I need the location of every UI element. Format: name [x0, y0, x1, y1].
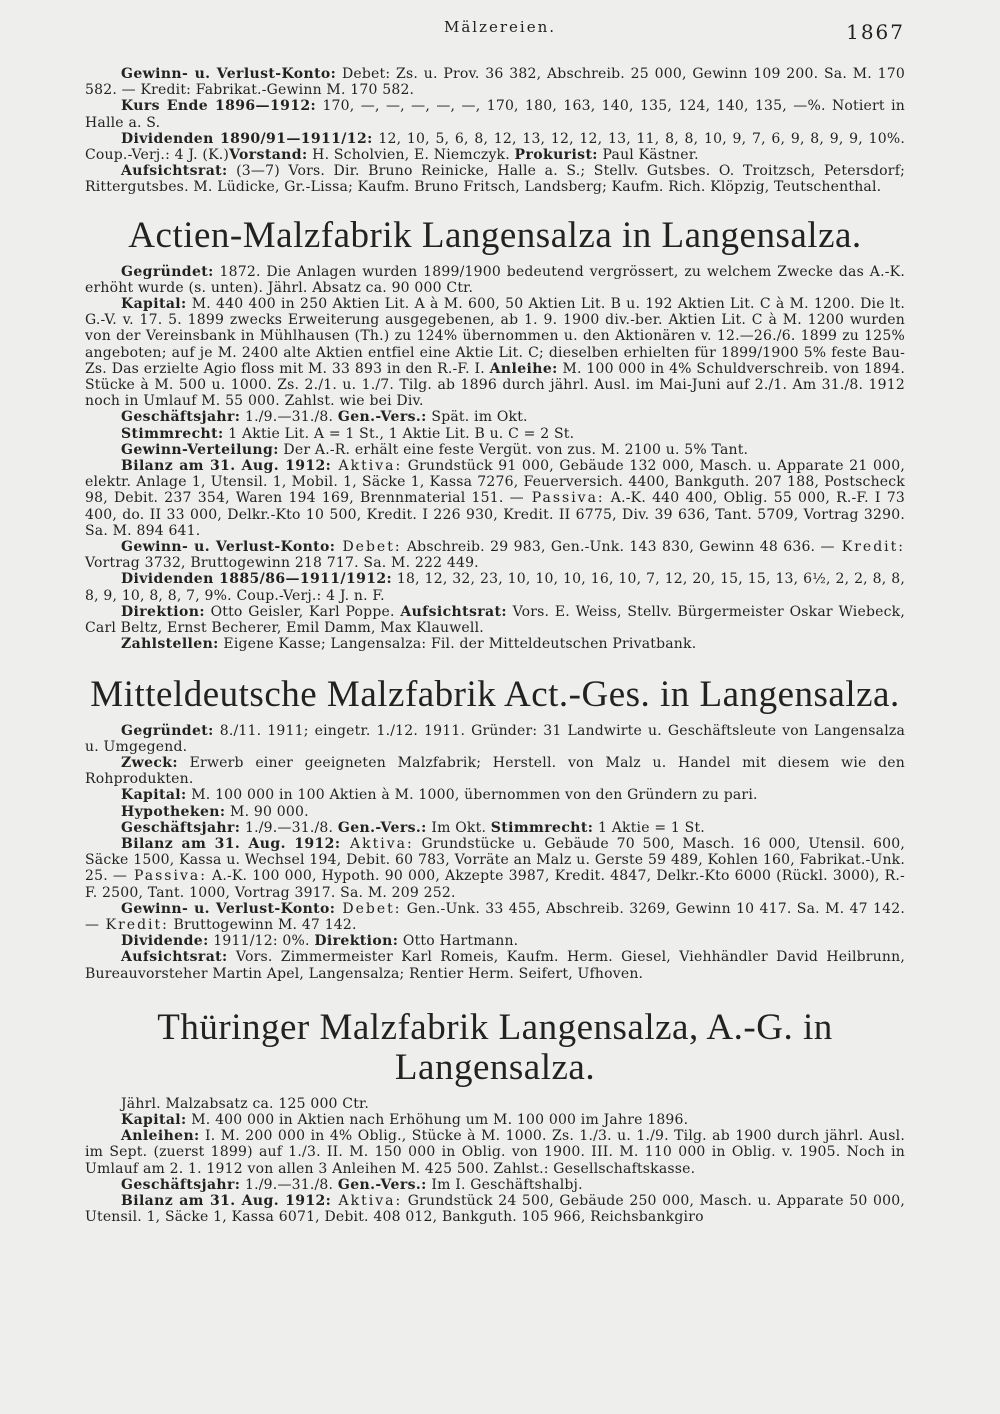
text: Im I. Geschäftshalbj. [426, 1176, 583, 1193]
text: Grundstücke u. Gebäude 70 500, Masch. 16 000, Utensil. 600, Säcke 1500, Kassa u. Wechsel 194, Debit. 60 783, Vorräte an Malz u. Gerste 59 489, Kohlen 160, Fabrikat.-Unk. 25. — [85, 835, 905, 885]
mortgages [85, 804, 905, 820]
text: Bruttogewinn M. 47 142. [168, 916, 357, 933]
text: 1911/12: 0%. [208, 933, 310, 950]
kredit-label: Kredit: [834, 539, 905, 556]
loans [85, 1128, 905, 1177]
label: Kapital: [121, 1111, 187, 1128]
text: 8./11. 1911; eingetr. 1./12. 1911. Gründer: 31 Landwirte u. Geschäftsleute von Langensalza u. Umgegend. [85, 722, 905, 755]
label: Bilanz am 31. Aug. 1912: [121, 458, 332, 475]
text: Grundstück 91 000, Gebäude 132 000, Masch. u. Apparate 21 000, elektr. Anlage 1, Utensil. 1, Mobil. 1, Säcke 1, Kassa 7276, Feuerversich. 4400, Bankguth. 207 188, Postscheck 98, Debit. 237 354, Waren 194 169, Brennmaterial 151. — [85, 458, 905, 507]
text: 1872. Die Anlagen wurden 1899/1900 bedeutend vergrössert, zu welchem Zwecke das A.-K. erhöht wurde (s. unten). Jährl. Absatz ca. 90 000 Ctr. [85, 263, 905, 296]
label: Kapital: [121, 296, 187, 313]
paying-agents [85, 636, 905, 652]
label: Stimmrecht: [490, 819, 594, 836]
prev-profit-loss [85, 66, 905, 98]
label: Gegründet: [121, 263, 214, 280]
balance-sheet [85, 1193, 905, 1225]
passiva-label: Passiva: [127, 868, 207, 885]
label: Geschäftsjahr: [121, 1176, 241, 1193]
label: Dividende: [121, 933, 209, 950]
text: I. M. 200 000 in 4% Oblig., Stücke à M. 1000. Zs. 1./3. u. 1./9. Tilg. ab 1900 durch jährl. Ausl. im Sept. (zuerst 1899) auf 1./3. II. M. 150 000 in Oblig. von 1900. III. M. 110 000 in Oblig. v. 1905. Noch in Umlauf am 2. 1. 1912 von allen 3 Anleihen M. 425 500. Zahlst.: Gesellschaftskasse. [85, 1128, 905, 1177]
label: Gewinn- u. Verlust-Konto: [121, 900, 336, 917]
capital [85, 1112, 905, 1128]
dividend [85, 933, 905, 949]
label: Geschäftsjahr: [121, 819, 241, 836]
aktiva-label: Aktiva: [331, 458, 403, 475]
page-number: 1867 [846, 20, 905, 44]
text: M. 90 000. [225, 803, 309, 820]
text: Spät. im Okt. [426, 409, 528, 426]
label: Kapital: [121, 787, 187, 804]
supervisory-board [85, 949, 905, 981]
prev-dividends [85, 131, 905, 163]
aktiva-label: Aktiva: [331, 1192, 403, 1209]
text: M. 400 000 in Aktien nach Erhöhung um M. 100 000 im Jahre 1896. [186, 1111, 689, 1128]
label: Anleihen: [121, 1128, 200, 1145]
label: Vorstand: [229, 147, 308, 164]
capital [85, 787, 905, 803]
text: 1./9.—31./8. [240, 409, 334, 426]
text: Eigene Kasse; Langensalza: Fil. der Mitteldeutschen Privatbank. [218, 636, 697, 653]
dividends [85, 571, 905, 603]
management [85, 604, 905, 636]
text: 170, —, —, —, —, —, 170, 180, 163, 140, 135, 124, 140, 135, —%. Notiert in Halle a. S. [85, 98, 905, 131]
text: M. 440 400 in 250 Aktien Lit. A à M. 600, 50 Aktien Lit. B u. 192 Aktien Lit. C à M. 1200. Die lt. G.-V. v. 17. 5. 1899 zwecks Erweiterung ausgegebenen, ab 1. 9. 1900 div.-ber. Aktien Lit. C à M. 1200 wurden von der Vereinsbank in Mühlhausen (Th.) zu 124% übernommen u. den Aktionären v. 12.—26./6. 1899 zu 125% angeboten; auf je M. 2400 alte Aktien entfiel eine Aktie Lit. C; dieselben erhielten für 1899/1900 5% feste Bau-Zs. Das erzielte Agio floss mit M. 33 893 in den R.-F. I. [85, 296, 905, 377]
text: Paul Kästner. [597, 147, 699, 164]
text-column [85, 66, 905, 1225]
text: 1 Aktie Lit. A = 1 St., 1 Aktie Lit. B u. C = 2 St. [223, 425, 575, 442]
label: Zweck: [121, 754, 178, 771]
text: 18, 12, 32, 23, 10, 10, 10, 16, 10, 7, 12, 20, 15, 15, 13, 6½, 2, 2, 8, 8, 8, 9, 10, 8, 8, 7, 9%. Coup.-Verj.: 4 J. n. F. [85, 571, 905, 604]
text: (3—7) Vors. Dir. Bruno Reinicke, Halle a. S.; Stellv. Gutsbes. O. Troitzsch, Petersdorf; Rittergutsbes. M. Lüdicke, Gr.-Lissa; Kaufm. Bruno Fritsch, Landsberg; Kaufm. Rich. Klöpzig, Teutschenthal. [85, 163, 905, 196]
label: Geschäftsjahr: [121, 409, 241, 426]
label: Aufsichtsrat: [400, 603, 507, 620]
label: Aufsichtsrat: [121, 949, 228, 966]
label: Zahlstellen: [121, 636, 219, 653]
debet-label: Debet: [335, 539, 402, 556]
text: Vors. E. Weiss, Stellv. Bürgermeister Oskar Wiebeck, Carl Beltz, Ernst Becherer, Emil Damm, Max Klauwell. [85, 603, 905, 637]
company-title-mitteldeutsche-malzfabrik: Mitteldeutsche Malzfabrik Act.-Ges. in Langensalza. [90, 673, 900, 715]
prev-supervisory-board [85, 163, 905, 195]
fiscal-year [85, 1177, 905, 1193]
founded [85, 264, 905, 296]
label: Gewinn-Verteilung: [121, 441, 279, 458]
text: Im Okt. [426, 819, 487, 836]
text: Abschreib. 29 983, Gen.-Unk. 143 830, Gewinn 48 636. — [401, 539, 835, 556]
text: A.-K. 440 400, Oblig. 55 000, R.-F. I 73 400, do. II 33 000, Delkr.-Kto 10 500, Kredit. I 226 930, Kredit. II 6775, Div. 39 636, Tant. 5709, Vortrag 3290. Sa. M. 894 641. [85, 490, 905, 539]
text: Grundstück 24 500, Gebäude 250 000, Masch. u. Apparate 50 000, Utensil. 1, Säcke 1, Kassa 6071, Debit. 408 012, Bankguth. 105 966, Reichsbankgiro [85, 1192, 905, 1226]
text: 1./9.—31./8. [240, 819, 334, 836]
text: Vors. Zimmermeister Karl Romeis, Kaufm. Herm. Giesel, Viehhändler David Heilbrunn, Bureauvorsteher Martin Apel, Langensalza; Rentier Herm. Seifert, Ufhoven. [85, 949, 905, 982]
aktiva-label: Aktiva: [340, 835, 414, 852]
text: A.-K. 100 000, Hypoth. 90 000, Akzepte 3987, Kredit. 4847, Delkr.-Kto 6000 (Rückl. 3000), R.-F. 2500, Tant. 1000, Vortrag 3917. Sa. M. 209 252. [85, 868, 905, 901]
text: Erwerb einer geeigneten Malzfabrik; Herstell. von Malz u. Handel mit diesem wie den Rohprodukten. [85, 754, 905, 788]
text: Der A.-R. erhält eine feste Vergüt. von zus. M. 2100 u. 5% Tant. [278, 441, 749, 458]
label: Direktion: [314, 933, 399, 950]
label: Dividenden 1885/86—1911/1912: [121, 571, 393, 588]
profit-loss [85, 901, 905, 933]
text: Otto Geisler, Karl Poppe. [204, 603, 395, 620]
running-title: Mälzereien. [443, 18, 557, 36]
text: M. 100 000 in 4% Schuldverschreib. von 1894. Stücke à M. 500 u. 1000. Zs. 2./1. u. 1./7. Tilg. ab 1896 durch jährl. Ausl. im Mai-Juni auf 2./1. Am 31./8. 1912 noch in Umlauf M. 55 000. Zahlst. wie bei Div. [85, 360, 905, 410]
balance-sheet [85, 836, 905, 901]
label: Gegründet: [121, 722, 214, 739]
label: Aufsichtsrat: [121, 163, 228, 180]
page-header [0, 18, 1000, 48]
label: Anleihe: [489, 360, 558, 377]
capital [85, 296, 905, 409]
label: Kurs Ende 1896—1912: [121, 98, 317, 115]
text: 1./9.—31./8. [240, 1176, 334, 1193]
label: Dividenden 1890/91—1911/12: [121, 130, 373, 147]
annual-sales [85, 1096, 905, 1112]
text: Vortrag 3732, Bruttogewinn 218 717. Sa. M. 222 449. [85, 555, 479, 572]
label: Direktion: [121, 603, 205, 620]
text: Jährl. Malzabsatz ca. 125 000 Ctr. [121, 1095, 370, 1112]
text: M. 100 000 in 100 Aktien à M. 1000, übernommen von den Gründern zu pari. [186, 787, 758, 804]
profit-loss [85, 539, 905, 571]
debet-label: Debet: [335, 900, 402, 917]
founded [85, 723, 905, 755]
label: Gen.-Vers.: [337, 1176, 427, 1193]
text: H. Scholvien, E. Niemczyk. [307, 147, 510, 164]
label: Bilanz am 31. Aug. 1912: [121, 1192, 332, 1209]
purpose [85, 755, 905, 787]
text: Otto Hartmann. [398, 933, 519, 950]
label: Bilanz am 31. Aug. 1912: [121, 835, 341, 852]
text: 1 Aktie = 1 St. [593, 819, 705, 836]
voting-right [85, 426, 905, 442]
balance-sheet [85, 458, 905, 539]
fiscal-year [85, 820, 905, 836]
fiscal-year [85, 409, 905, 425]
text: Gen.-Unk. 33 455, Abschreib. 3269, Gewinn 10 417. Sa. M. 47 142. — [85, 900, 905, 933]
text: Debet: Zs. u. Prov. 36 382, Abschreib. 25 000, Gewinn 109 200. Sa. M. 170 582. — Kredit: Fabrikat.-Gewinn M. 170 582. [85, 66, 905, 99]
kredit-label: Kredit: [99, 916, 169, 933]
text: 12, 10, 5, 6, 8, 12, 13, 12, 12, 13, 11, 8, 8, 10, 9, 7, 6, 9, 8, 9, 9, 10%. Coup.-Verj.: 4 J. (K.) [85, 130, 905, 164]
label: Stimmrecht: [121, 425, 224, 442]
label: Gewinn- u. Verlust-Konto: [121, 66, 337, 82]
label: Gen.-Vers.: [337, 819, 427, 836]
prev-quotation [85, 98, 905, 130]
label: Gewinn- u. Verlust-Konto: [121, 539, 336, 556]
passiva-label: Passiva: [523, 490, 605, 507]
company-title-thueringer-malzfabrik: Thüringer Malzfabrik Langensalza, A.-G. in Langensalza. [157, 1006, 833, 1088]
label: Prokurist: [514, 147, 598, 164]
company-title-actien-malzfabrik: Actien-Malzfabrik Langensalza in Langensalza. [128, 214, 862, 256]
label: Gen.-Vers.: [337, 409, 427, 426]
label: Hypotheken: [121, 803, 226, 820]
profit-distribution [85, 442, 905, 458]
